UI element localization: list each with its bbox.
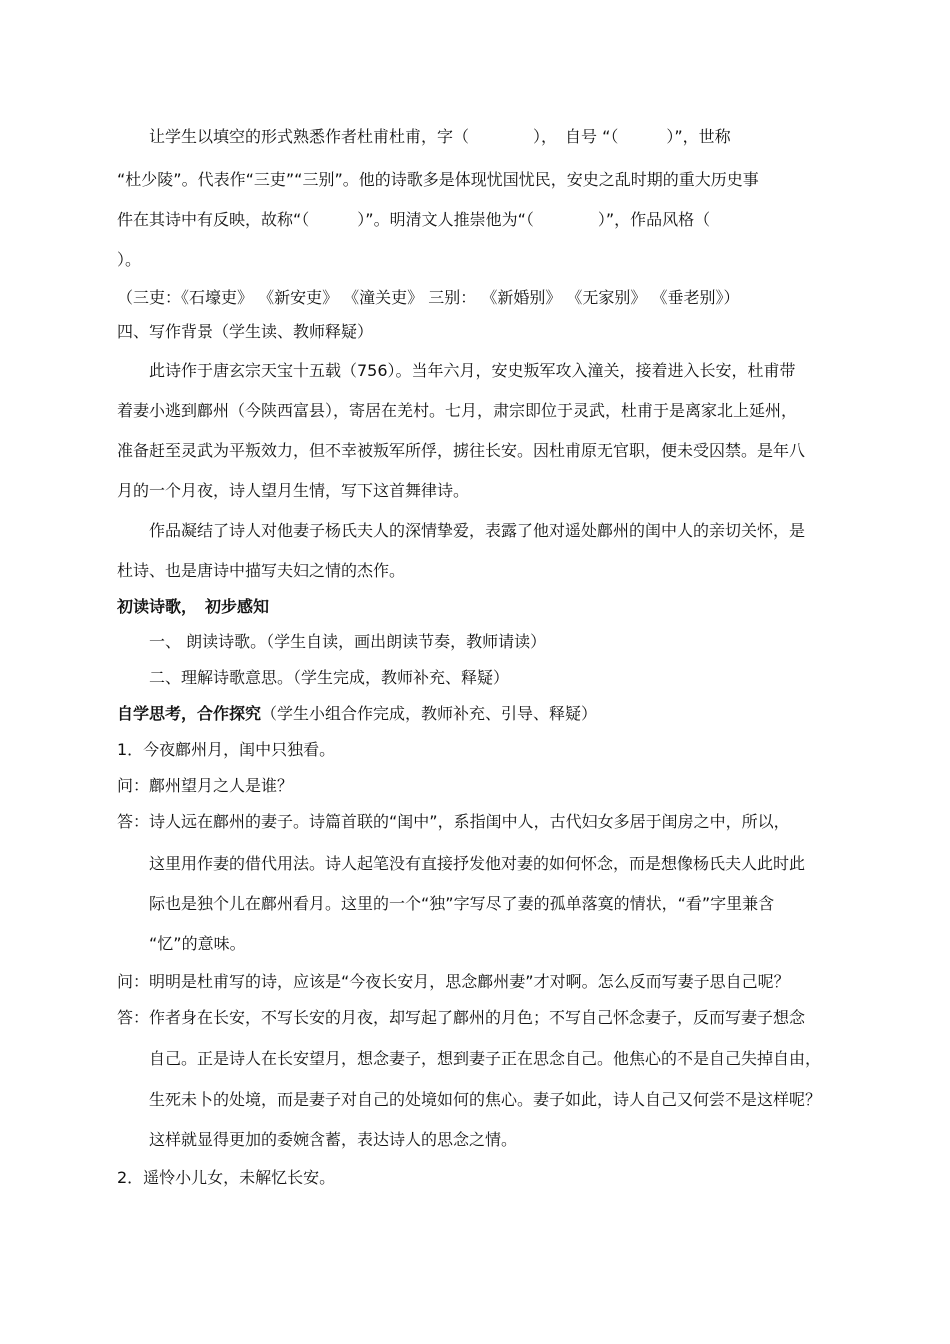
background-p1-line-2: 着妻小逃到鄜州（今陕西富县），寄居在羌村。七月，肃宗即位于灵武，杜甫于是离家北上延州，: [117, 401, 798, 420]
background-p1-line-1: 此诗作于唐玄宗天宝十五载（756）。当年六月，安史叛军攻入潼关，接着进入长安，杜甫带: [149, 361, 796, 380]
first-reading-item-2: 二、理解诗歌意思。（学生完成，教师补充、释疑）: [149, 668, 510, 687]
question-1-answer-line-3: 际也是独个儿在鄜州看月。这里的一个“独”字写尽了妻的孤单落寞的情状，“看”字里兼含: [149, 894, 775, 913]
works-list: （三吏：《石壕吏》 《新安吏》 《潼关吏》 三别： 《新婚别》 《无家别》 《垂老别》）: [117, 288, 740, 307]
question-1b-answer-line-2: 自己。正是诗人在长安望月，想念妻子，想到妻子正在思念自己。他焦心的不是自己失掉自由，: [149, 1049, 822, 1068]
background-heading: 四、写作背景（学生读、教师释疑）: [117, 322, 374, 341]
self-study-heading: [117, 704, 839, 724]
background-p1-line-3: 准备赶至灵武为平叛效力，但不幸被叛军所俘，掳往长安。因杜甫原无官职，便未受囚禁。是年八: [117, 441, 806, 460]
self-study-heading-bold: 自学思考，合作探究: [117, 704, 262, 723]
self-study-heading-note: （学生小组合作完成，教师补充、引导、释疑）: [261, 704, 598, 723]
question-1b-ask: 问：明明是杜甫写的诗，应该是“今夜长安月，思念鄜州妻”才对啊。怎么反而写妻子思自己呢？: [117, 972, 790, 991]
question-1-answer-line-4: “忆”的意味。: [149, 934, 246, 953]
question-1-answer-line-2: 这里用作妻的借代用法。诗人起笔没有直接抒发他对妻的如何怀念，而是想像杨氏夫人此时此: [149, 854, 806, 873]
question-1b-answer-line-1: 答：作者身在长安，不写长安的月夜，却写起了鄜州的月色；不写自己怀念妻子，反而写妻子想念: [117, 1008, 806, 1027]
background-p2-line-2: 杜诗、也是唐诗中描写夫妇之情的杰作。: [117, 561, 406, 580]
intro-line-3: 件在其诗中有反映，故称“（ ）”。明清文人推崇他为“（ ）”，作品风格（: [117, 210, 711, 229]
question-1-title: 1．今夜鄜州月，闺中只独看。: [117, 740, 336, 759]
first-reading-heading: 初读诗歌， 初步感知: [117, 597, 270, 616]
first-reading-item-1: 一、 朗读诗歌。（学生自读，画出朗读节奏，教师请读）: [149, 632, 547, 651]
intro-line-1: 让学生以填空的形式熟悉作者杜甫杜甫，字（ ）， 自号 “（ ）”，世称: [149, 127, 731, 146]
background-p2-line-1: 作品凝结了诗人对他妻子杨氏夫人的深情挚爱，表露了他对遥处鄜州的闺中人的亲切关怀，是: [149, 521, 806, 540]
question-1b-answer-line-4: 这样就显得更加的委婉含蓄，表达诗人的思念之情。: [149, 1130, 518, 1149]
background-p1-line-4: 月的一个月夜，诗人望月生情，写下这首舞律诗。: [117, 481, 470, 500]
question-1-answer-line-1: 答：诗人远在鄜州的妻子。诗篇首联的“闺中”，系指闺中人，古代妇女多居于闺房之中，所以，: [117, 812, 790, 831]
question-1b-answer-line-3: 生死未卜的处境，而是妻子对自己的处境如何的焦心。妻子如此，诗人自己又何尝不是这样呢？: [149, 1090, 822, 1109]
question-1-ask: 问：鄜州望月之人是谁？: [117, 776, 294, 795]
intro-line-2: “杜少陵”。代表作“三吏”“三别”。他的诗歌多是体现忧国忧民，安史之乱时期的重大历史事: [117, 170, 759, 189]
question-2-title: 2．遥怜小儿女，未解忆长安。: [117, 1168, 336, 1187]
intro-line-4: ）。: [117, 250, 142, 269]
